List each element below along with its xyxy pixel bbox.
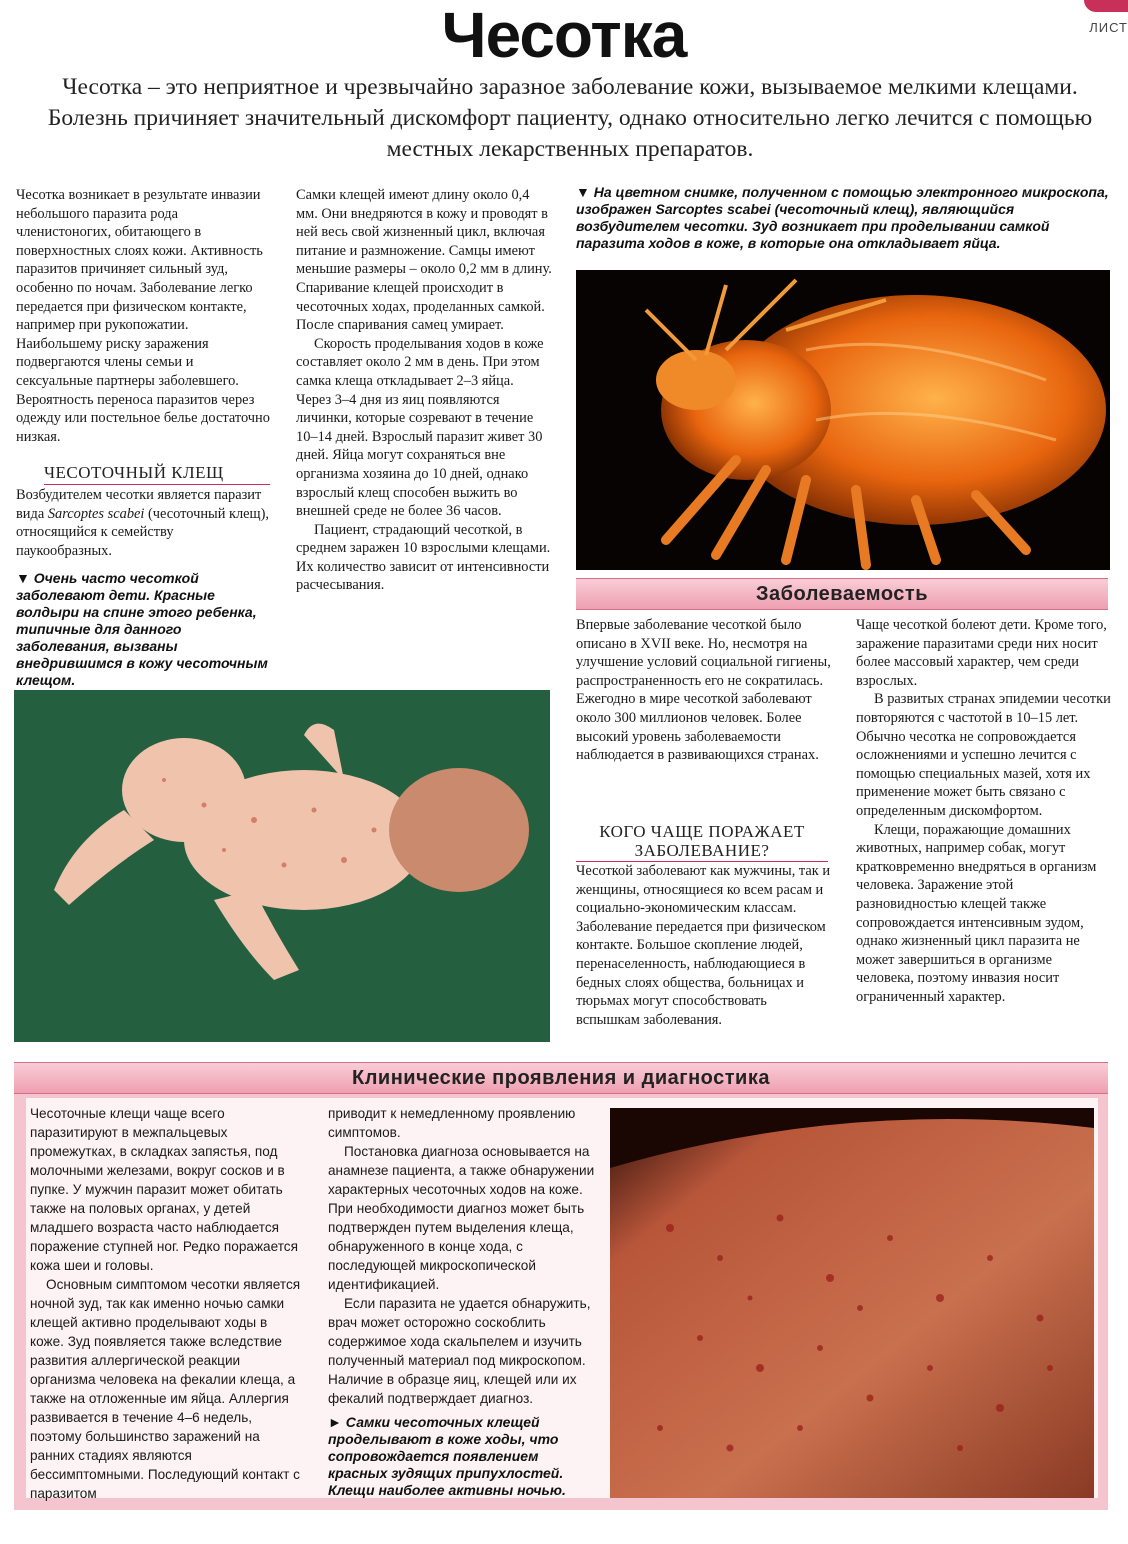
subhead-who: КОГО ЧАЩЕ ПОРАЖАЕТ ЗАБОЛЕВАНИЕ? <box>576 822 828 862</box>
incidence-heading: Заболеваемость <box>576 578 1108 610</box>
column-1 <box>16 186 272 446</box>
clinical-a-paragraph-1: Чесоточные клещи чаще всего паразитируют в межпальцевых промежутках, в складках запястья, под молочными железами, вокруг сосков и в пупке. У мужчин паразит может обитать также на половых органах, у детей младшего возраста часто наблюдается поражение ступней ног. Редко поражается кожа шеи и головы. <box>30 1106 298 1273</box>
incidence-col-b <box>856 616 1112 1006</box>
clinical-b-paragraph-1: приводит к немедленному проявлению симптомов. <box>328 1106 576 1140</box>
col2-paragraph-3: Пациент, страдающий чесоткой, в среднем заражен 10 взрослыми клещами. Их количество зависит от интенсивности расчесывания. <box>296 521 551 594</box>
clinical-a-paragraph-2: Основным симптомом чесотки является ночной зуд, так как именно ночью самки клещей активно проделывают ходы в коже. Зуд появляется также вследствие развития аллергической реакции организма человека на фекалии клеща, а также на отложенные им яйца. Аллергия развивается в течение 4–6 недель, поэтому большинство заражений на ранних стадиях являются бессимптомными. Последующий контакт с паразитом <box>30 1277 301 1501</box>
incidence-col-a <box>576 616 834 765</box>
col1-p2-after: (чесоточный клещ), относящийся к семейству паукообразных. <box>16 505 270 559</box>
mite-photo-caption: ▼ На цветном снимке, полученном с помощью электронного микроскопа, изображен Sarcoptes scabei (чесоточный клещ), являющийся возбудителем чесотки. Зуд возникает при проделывании самкой паразита ходов в коже, в которые она откладывает яйца. <box>576 184 1109 251</box>
skin-rash-photo-image <box>610 1108 1094 1498</box>
col1-paragraph-2 <box>16 486 272 560</box>
subhead-mite: ЧЕСОТОЧНЫЙ КЛЕЩ <box>44 463 270 485</box>
col2-paragraph-1: Самки клещей имеют длину около 0,4 мм. Они внедряются в кожу и проводят в ней весь свой жизненный цикл, включая питание и размножение. Самцы имеют меньшие размеры – около 0,2 мм в длину. Спаривание клещей происходит в чесоточных ходах, проделанных самкой. После спаривания самец умирает. <box>296 187 552 334</box>
incidence-b-paragraph-1: Чаще чесоткой болеют дети. Кроме того, заражение паразитами среди них носит более массовый характер, чем среди взрослых. <box>856 617 1107 689</box>
baby-illustration <box>14 690 550 1042</box>
clinical-col-a <box>30 1104 302 1503</box>
mite-micrograph-image <box>576 270 1110 570</box>
clinical-b-paragraph-3: Если паразита не удается обнаружить, врач может осторожно соскоблить содержимое хода скальпелем и изучить полученный материал под микроскопом. Наличие в образце яиц, клещей или их фекалий подтверждает диагноз. <box>328 1296 591 1406</box>
incidence-a-paragraph-2: Чесоткой заболевают как мужчины, так и женщины, относящиеся ко всем расам и социально-экономическим классам. Заболевание передается при физическом контакте. Большое скопление людей, перенаселенность, наблюдающиеся в бедных слоях общества, больницах и тюрьмах могут способствовать вспышкам заболевания. <box>576 863 831 1028</box>
incidence-b-paragraph-3: Клещи, поражающие домашних животных, например собак, могут кратковременно внедряться в организм человека. Заражение этой разновидностью клещей также сопровождается интенсивным зудом, однако жизненный цикл паразита не может завершиться в организме человека, поэтому инвазия носит ограниченный характер. <box>856 821 1097 1005</box>
incidence-col-a-2 <box>576 862 834 1029</box>
page-title: Чесотка <box>441 0 687 71</box>
skin-rash-illustration <box>610 1108 1094 1498</box>
sheet-label: ЛИСТ <box>1089 20 1128 35</box>
sheet-tab-marker <box>1084 0 1128 12</box>
col1-p2-before: Возбудителем чесотки является паразит вида <box>16 487 262 522</box>
lead-paragraph: Чесотка – это неприятное и чрезвычайно заразное заболевание кожи, вызываемое мелкими клещами. Болезнь причиняет значительный дискомфорт пациенту, однако относительно легко лечится с помощью местных лекарственных препаратов. <box>47 74 1093 162</box>
incidence-b-paragraph-2: В развитых странах эпидемии чесотки повторяются с частотой в 10–15 лет. Обычно чесотка не сопровождается осложнениями и успешно лечится с помощью специальных мазей, хотя их применение может быть связано с определенным дискомфортом. <box>856 691 1111 819</box>
clinical-col-b <box>328 1104 600 1408</box>
col1-paragraph-1: Чесотка возникает в результате инвазии небольшого паразита рода членистоногих, обитающего в поверхностных слоях кожи. Активность паразитов причиняет сильный зуд, особенно по ночам. Заболевание легко передается при физическом контакте, например при рукопожатии. Наибольшему риску заражения подвергаются члены семьи и сексуальные партнеры заболевшего. Вероятность переноса паразитов через одежду или постельное белье достаточно низкая. <box>16 187 270 445</box>
incidence-a-paragraph-1: Впервые заболевание чесоткой было описано в XVII веке. Но, несмотря на улучшение условий социальной гигиены, распространенность его не сократилась. Ежегодно в мире чесоткой заболевают около 300 миллионов человек. Более высокий уровень заболеваемости наблюдается в развивающихся странах. <box>576 617 831 764</box>
column-2 <box>296 186 552 595</box>
baby-photo-caption: ▼ Очень часто чесоткой заболевают дети. Красные волдыри на спине этого ребенка, типичные для данного заболевания, вызваны внедрившимся в кожу чесоточным клещом. <box>16 570 268 688</box>
clinical-heading: Клинические проявления и диагностика <box>14 1062 1108 1094</box>
baby-photo-image <box>14 690 550 1042</box>
clinical-b-paragraph-2: Постановка диагноза основывается на анамнезе пациента, а также обнаружении характерных чесоточных ходов на коже. При необходимости диагноз может быть подтвержден путем выделения клеща, обнаруженного в конце хода, с последующей микроскопической идентификацией. <box>328 1144 595 1292</box>
col2-paragraph-2: Скорость проделывания ходов в коже составляет около 2 мм в день. При этом самка клеща откладывает 2–3 яйца. Через 3–4 дня из яиц появляются личинки, которые созревают в течение 10–14 дней. Взрослый паразит живет 30 дней. Яйца могут сохраняться вне организма хозяина до 10 дней, однако взрослый клещ способен выжить во внешней среде не более 36 часов. <box>296 335 544 520</box>
species-name: Sarcoptes scabei <box>47 505 145 522</box>
mite-illustration <box>576 270 1110 570</box>
skin-photo-caption: ► Самки чесоточных клещей проделывают в коже ходы, что сопровождается появлением красных зудящих припухлостей. Клещи наиболее активны ночью. <box>328 1414 566 1498</box>
